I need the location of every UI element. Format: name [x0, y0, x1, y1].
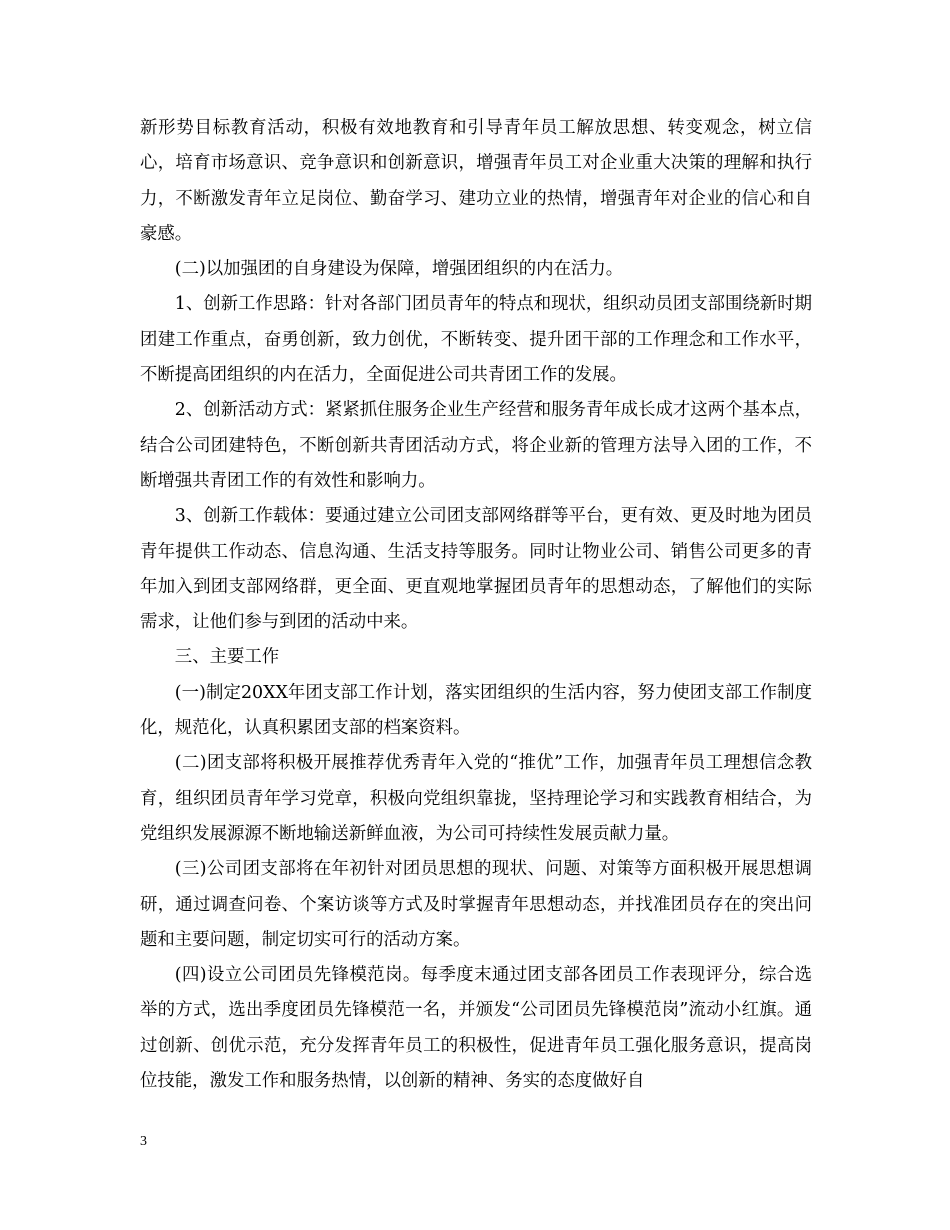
paragraph-7: (一)制定20XX年团支部工作计划，落实团组织的生活内容，努力使团支部工作制度化，规范化，认真积累团支部的档案资料。 — [140, 682, 812, 739]
paragraph-4: 2、创新活动方式：紧紧抓住服务企业生产经营和服务青年成长成才这两个基本点，结合公司团建特色，不断创新共青团活动方式，将企业新的管理方法导入团的工作，不断增强共青团工作的有效性和影响力。 — [140, 400, 812, 491]
paragraph-10: (四)设立公司团员先锋模范岗。每季度末通过团支部各团员工作表现评分，综合选举的方式，选出季度团员先锋模范一名，并颁发“公司团员先锋模范岗”流动小红旗。通过创新、创优示范，充分发挥青年员工的积极性，促进青年员工强化服务意识，提高岗位技能，激发工作和服务热情，以创新的精神、务实的态度做好自 — [140, 965, 812, 1092]
paragraph-1: 新形势目标教育活动，积极有效地教育和引导青年员工解放思想、转变观念，树立信心，培育市场意识、竞争意识和创新意识，增强青年员工对企业重大决策的理解和执行力，不断激发青年立足岗位、勤奋学习、建功立业的热情，增强青年对企业的信心和自豪感。 — [140, 118, 812, 244]
paragraph-3: 1、创新工作思路：针对各部门团员青年的特点和现状，组织动员团支部围绕新时期团建工作重点，奋勇创新，致力创优，不断转变、提升团干部的工作理念和工作水平，不断提高团组织的内在活力，全面促进公司共青团工作的发展。 — [140, 294, 812, 386]
page-number: 3 — [140, 1134, 147, 1149]
document-body — [140, 111, 812, 1099]
paragraph-5: 3、创新工作载体：要通过建立公司团支部网络群等平台，更有效、更及时地为团员青年提供工作动态、信息沟通、生活支持等服务。同时让物业公司、销售公司更多的青年加入到团支部网络群，更全面、更直观地掌握团员青年的思想动态，了解他们的实际需求，让他们参与到团的活动中来。 — [140, 506, 812, 633]
paragraph-8: (二)团支部将积极开展推荐优秀青年入党的“推优”工作，加强青年员工理想信念教育，组织团员青年学习党章，积极向党组织靠拢，坚持理论学习和实践教育相结合，为党组织发展源源不断地输送新鲜血液，为公司可持续性发展贡献力量。 — [140, 753, 812, 844]
paragraph-2: (二)以加强团的自身建设为保障，增强团组织的内在活力。 — [174, 259, 624, 280]
paragraph-9: (三)公司团支部将在年初针对团员思想的现状、问题、对策等方面积极开展思想调研，通过调查问卷、个案访谈等方式及时掌握青年思想动态，并找准团员存在的突出问题和主要问题，制定切实可行的活动方案。 — [140, 859, 812, 950]
section-heading: 三、主要工作 — [174, 647, 280, 668]
